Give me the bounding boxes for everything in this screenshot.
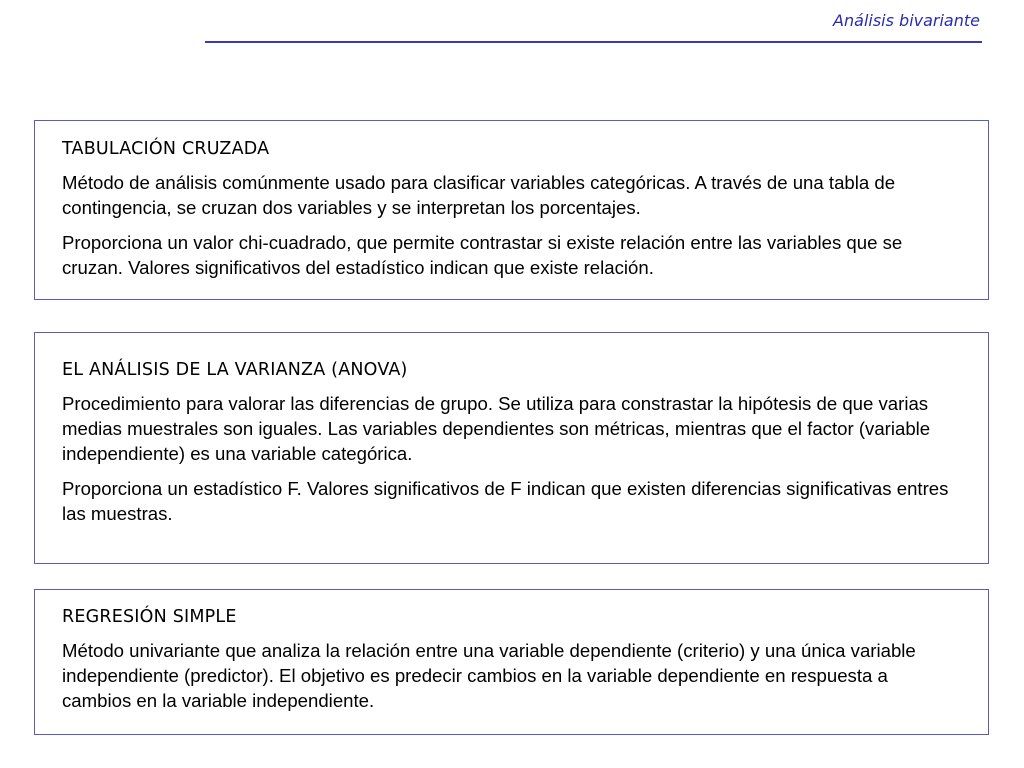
header-divider: [205, 41, 982, 43]
section-paragraph: Proporciona un valor chi-cuadrado, que permite contrastar si existe relación entre las variables que se cruzan. Valores significativos del estadístico indican que existe relación.: [62, 232, 903, 278]
slide-header: [0, 0, 1024, 60]
section-paragraph: Método de análisis comúnmente usado para clasificar variables categóricas. A través de una tabla de contingencia, se cruzan dos variables y se interpretan los porcentajes.: [62, 172, 896, 218]
section-paragraph: Método univariante que analiza la relación entre una variable dependiente (criterio) y una única variable independiente (predictor). El objetivo es predecir cambios en la variable dependiente en respuesta a cambios en la variable independiente.: [62, 640, 916, 711]
section-heading: TABULACIÓN CRUZADA: [62, 139, 270, 159]
slide-title: Análisis bivariante: [833, 11, 980, 30]
section-paragraph: Proporciona un estadístico F. Valores significativos de F indican que existen diferencias significativas entres las muestras.: [62, 478, 949, 524]
section-box-cross-tabulation: [34, 120, 989, 300]
section-heading: REGRESIÓN SIMPLE: [62, 607, 237, 627]
section-paragraph: Procedimiento para valorar las diferencias de grupo. Se utiliza para constrastar la hipótesis de que varias medias muestrales son iguales. Las variables dependientes son métricas, mientras que el factor (variable independiente) es una variable categórica.: [62, 393, 931, 464]
section-heading: EL ANÁLISIS DE LA VARIANZA (ANOVA): [62, 360, 408, 380]
section-box-anova: [34, 332, 989, 564]
section-box-simple-regression: [34, 589, 989, 735]
